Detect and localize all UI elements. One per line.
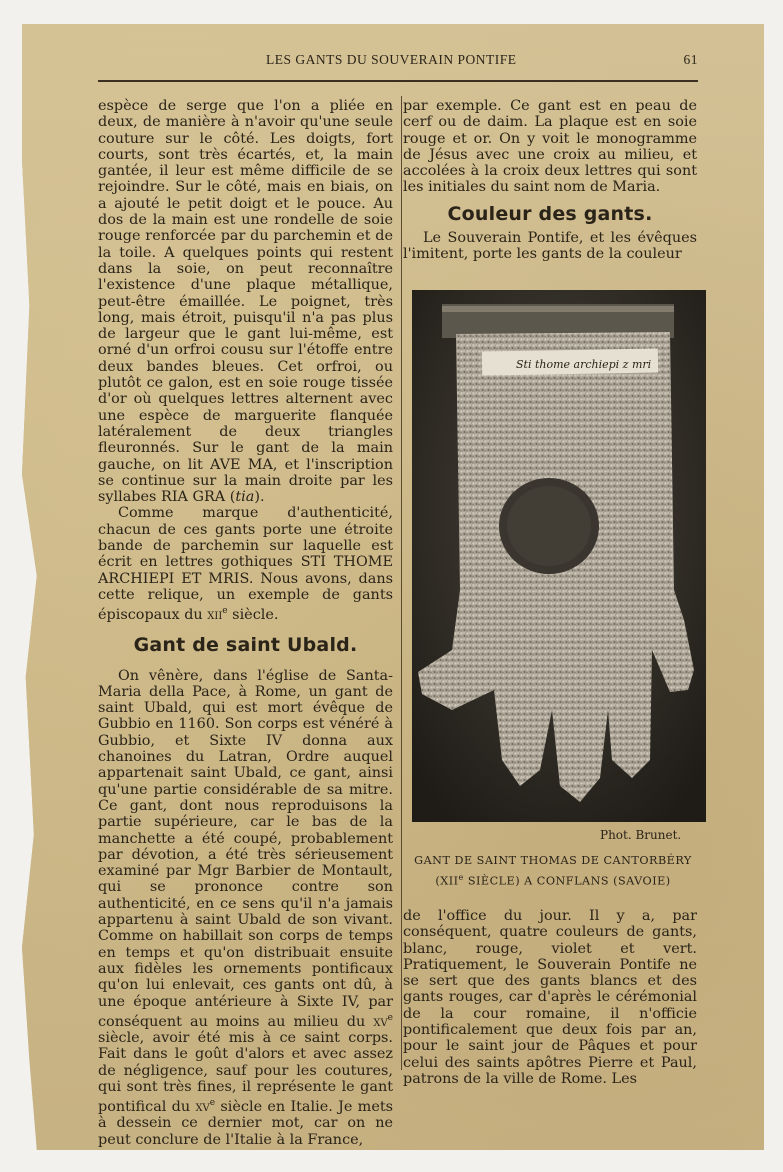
right-column-bottom (403, 908, 697, 1087)
header-rule (98, 80, 698, 82)
right-paragraph-3: de l'office du jour. Il y a, par conséquent, quatre couleurs de gants, blanc, rouge, violet et vert. Pratiquement, le Souverain Pontife ne se sert que des gants blancs et des gants rouges, car d'après le cérémonial de la cour romaine, il n'officie pontificalement que deux fois par an, pour le saint jour de Pâques et pour celui des saints apôtres Pierre et Paul, patrons de la ville de Rome. Les (403, 908, 697, 1087)
section-heading-ubald: Gant de saint Ubald. (133, 634, 358, 657)
running-title: LES GANTS DU SOUVERAIN PONTIFE (266, 52, 517, 67)
caption-line-1: GANT DE SAINT THOMAS DE CANTORBÉRY (414, 854, 692, 867)
page-number: 61 (683, 52, 698, 67)
left-paragraph-1: espèce de serge que l'on a pliée en deux, de manière à n'avoir qu'une seule couture sur le côté. Les doigts, fort courts, sont très écartés, et, la main gantée, il leur est même difficile de se rejoindre. Sur le côté, mais en biais, on a ajouté le petit doigt et le pouce. Au dos de la main est une rondelle de soie rouge renforcée par du parchemin et de la toile. A quelques points qui restent dans la soie, on peut reconnaître l'existence d'une plaque métallique, peut-être émaillée. Le poignet, très long, mais étroit, puisqu'il n'a pas plus de largeur que le gant lui-même, est orné d'un orfroi cousu sur l'étoffe entre deux bandes bleues. Cet orfroi, ou plutôt ce galon, est en soie rouge tissée d'or où quelques lettres alternent avec une espèce de marguerite flanquée latéralement de deux triangles fleuronnés. Sur le gant de la main gauche, on lit AVE MA, et l'inscription se continue sur la main droite par les syllabes RIA GRA (tia). (98, 98, 393, 506)
figure-caption (403, 852, 703, 890)
left-paragraph-2: Comme marque d'authenticité, chacun de ces gants porte une étroite bande de parchemin sur laquelle est écrit en lettres gothiques STI THOME ARCHIEPI ET MRIS. Nous avons, dans cette relique, un exemple de gants épiscopaux du xii$^e$ siècle. (98, 505, 393, 623)
section-heading-couleur: Couleur des gants. (447, 202, 653, 225)
left-column (98, 98, 393, 1148)
column-divider (401, 96, 402, 1070)
glove-photograph (412, 290, 706, 822)
left-paragraph-3: On vênère, dans l'église de Santa-Maria della Pace, à Rome, un gant de saint Ubald, qui est mort évêque de Gubbio en 1160. Son corps est vénéré à Gubbio, et Sixte IV donna aux chanoines du Latran, Ordre auquel appartenait saint Ubald, ce gant, ainsi qu'une partie considérable de sa mitre. Ce gant, dont nous reproduisons la partie supérieure, car le bas de la manchette a été coupé, probablement par dévotion, a été très sérieusement examiné par Mgr Barbier de Montault, qui se prononce contre son authenticité, en ce sens qu'il n'a jamais appartenu à saint Ubald de son vivant. Comme on habillait son corps de temps en temps et qu'on distribuait ensuite aux fidèles les ornements pontificaux qu'on lui enlevait, ces gants ont dû, à une époque antérieure à Sixte IV, par conséquent au moins au milieu du $xv^e$ siècle, avoir été mis à ce saint corps. Fait dans le goût d'alors et avec assez de négligence, sauf pour les coutures, qui sont très fines, il représente le gant pontifical du $xv^e$ siècle en Italie. Je mets à dessein ce dernier mot, car on ne peut conclure de l'Italie à la France, (98, 667, 393, 1148)
page-header (98, 52, 698, 76)
right-paragraph-1: par exemple. Ce gant est en peau de cerf ou de daim. La plaque est en soie rouge et or. On y voit le monogramme de Jésus avec une croix au milieu, et accolées à la croix deux lettres qui sont les initiales du saint nom de Maria. (403, 98, 697, 196)
right-column-top (403, 98, 697, 263)
caption-line-2: (XIIe SIÈCLE) A CONFLANS (SAVOIE) (435, 873, 671, 888)
right-paragraph-2: Le Souverain Pontife, et les évêques l'imitent, porte les gants de la couleur (403, 230, 697, 263)
parchment-label: Sti thome archiepi z mri (516, 358, 652, 371)
glove-image (412, 290, 706, 822)
photo-credit: Phot. Brunet. (600, 828, 682, 842)
